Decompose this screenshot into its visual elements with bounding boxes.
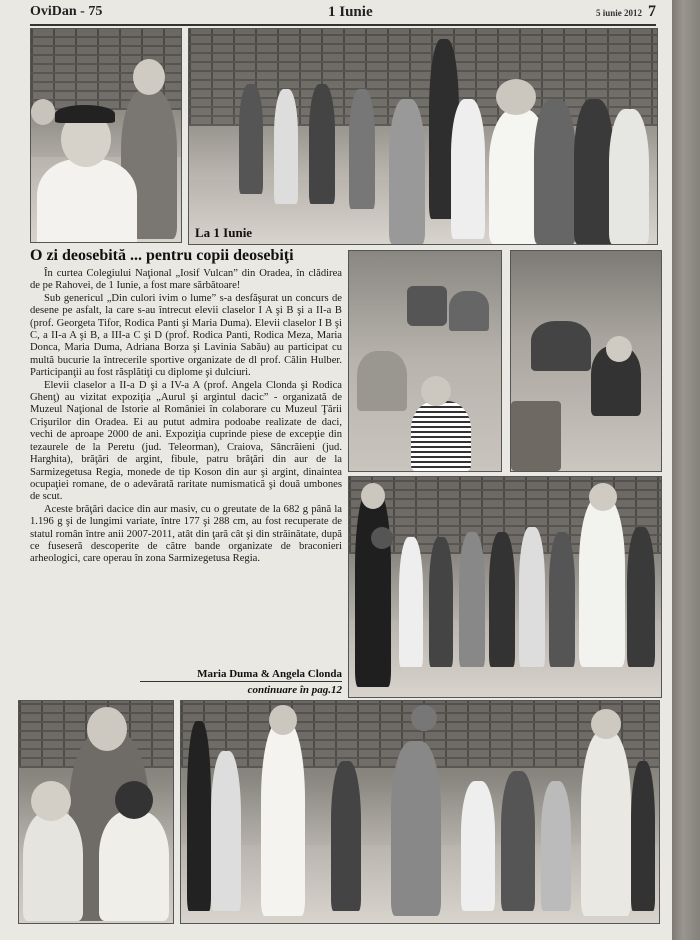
photo-drawing-on-asphalt-1	[348, 250, 502, 472]
article-body	[30, 268, 342, 566]
page-number: 7	[648, 3, 656, 20]
publication-name: OviDan - 75	[30, 4, 103, 19]
issue-date: 5 iunie 2012	[595, 8, 642, 18]
continued-note: continuare în pag.12	[247, 684, 342, 696]
page-header	[30, 4, 656, 26]
article-title: O zi deosebită ... pentru copii deosebiţi	[30, 247, 294, 264]
photo-children-courtyard	[188, 28, 658, 245]
photo-drawing-on-asphalt-2	[510, 250, 662, 472]
photo-teacher-with-diplomas	[18, 700, 174, 924]
photo-sports-competition	[348, 476, 662, 698]
article-signature: Maria Duma & Angela Clonda	[140, 668, 342, 682]
article-paragraph: Sub genericul „Din culori ivim o lume” s-a desfăşurat un concurs de desene pe asfalt, la care s-au întrecut elevii claselor I A şi B şi a II-a B (prof. Georgeta Tifor, Rodica Panti şi Maria Duma). Elevii claselor I B şi C, a II-a A şi B, a III-a C şi D (prof. Rodica Panti, Rodica Meza, Maria Donca, Maria Duma, Adriana Borza şi Lavinia Sabău) au participat cu multă bucurie la întrecerile sportive organizate de dl prof. Călin Hulber. Participanţii au fost răsplătiţi cu diplome şi dulciuri.	[30, 292, 342, 379]
photo-teacher-and-boy	[30, 28, 182, 243]
section-title: 1 Iunie	[328, 4, 373, 20]
page-edge-shadow	[672, 0, 700, 940]
photo-ball-game	[180, 700, 660, 924]
article-paragraph: În curtea Colegiului Naţional „Iosif Vulcan” din Oradea, în clădirea de pe Rahovei, de 1 Iunie, a fost mare sărbătoare!	[30, 268, 342, 292]
article-paragraph: Elevii claselor a II-a D şi a IV-a A (prof. Angela Clonda şi Rodica Ghenţ) au vizitat expoziţia „Aurul şi argintul dacic” - organizată de Muzeul Naţional de Istorie al României în colaborare cu Muzeul Ţării Crişurilor din Oradea. Ei au putut admira podoabe realizate de daci, vechi de aproape 2000 de ani. Expoziţia cuprinde piese de excepţie din tezaurele de la Peretu (jud. Teleorman), Craiova, Sâncrăieni (jud. Harghita), brăţări de argint, fibule, patru brăţări din aur de la Sarmizegetusa Regia, monede de tip Koson din aur şi argint, dinaintea ocupaţiei romane, de o adevărată raritate numismatică şi două umbones de scut.	[30, 379, 342, 503]
photo-caption: La 1 Iunie	[195, 225, 253, 240]
article-paragraph: Aceste brăţări dacice din aur masiv, cu o greutate de la 682 g până la 1.196 g şi de lungimi variate, între 177 şi 288 cm, au fost recuperate de statul român între anii 2007-2011, atât din ţară cât şi din străinătate, după ce fuseseră descoperite de către bande organizate de braconieri arheologici, care operau în zona Sarmizegetusa Regia.	[30, 503, 342, 565]
